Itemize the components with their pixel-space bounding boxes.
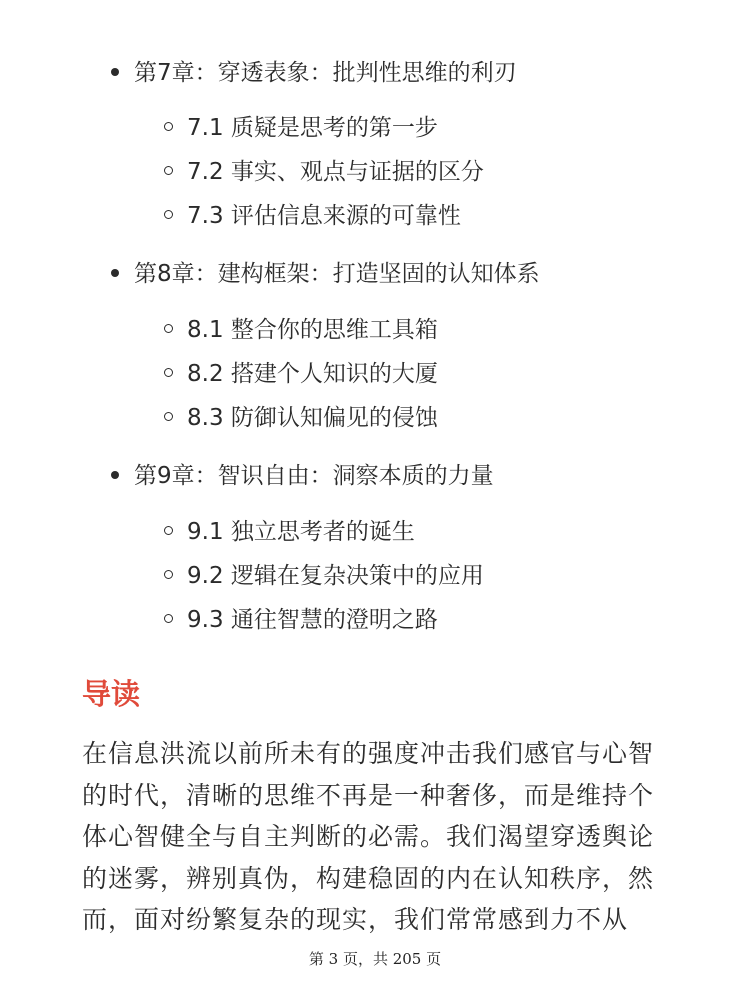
section-item — [164, 359, 438, 389]
section-title: 8.2 搭建个人知识的大厦 — [187, 361, 438, 387]
bullet-icon — [111, 471, 119, 479]
section-title: 7.1 质疑是思考的第一步 — [187, 115, 438, 141]
section-title: 8.1 整合你的思维工具箱 — [187, 317, 438, 343]
section-item — [164, 157, 484, 187]
circle-bullet-icon — [164, 166, 173, 175]
circle-bullet-icon — [164, 210, 173, 219]
chapter-item — [111, 58, 517, 88]
section-title: 9.2 逻辑在复杂决策中的应用 — [187, 563, 484, 589]
bullet-icon — [111, 269, 119, 277]
intro-line: 的时代，清晰的思维不再是一种奢侈，而是维持个 — [82, 780, 655, 810]
section-title: 7.3 评估信息来源的可靠性 — [187, 203, 461, 229]
section-item — [164, 561, 484, 591]
section-item — [164, 605, 438, 635]
section-title: 9.3 通往智慧的澄明之路 — [187, 607, 438, 633]
section-title: 9.1 独立思考者的诞生 — [187, 519, 415, 545]
intro-heading: 导读 — [82, 677, 141, 711]
circle-bullet-icon — [164, 412, 173, 421]
section-item — [164, 315, 438, 345]
intro-paragraph — [82, 733, 682, 941]
section-title: 8.3 防御认知偏见的侵蚀 — [187, 405, 438, 431]
chapter-title: 第9章：智识自由：洞察本质的力量 — [134, 463, 494, 489]
circle-bullet-icon — [164, 526, 173, 535]
section-title: 7.2 事实、观点与证据的区分 — [187, 159, 484, 185]
bullet-icon — [111, 68, 119, 76]
intro-line: 体心智健全与自主判断的必需。我们渴望穿透舆论 — [82, 822, 655, 851]
intro-line: 在信息洪流以前所未有的强度冲击我们感官与心智 — [82, 739, 655, 768]
circle-bullet-icon — [164, 122, 173, 131]
circle-bullet-icon — [164, 614, 173, 623]
circle-bullet-icon — [164, 368, 173, 377]
chapter-item — [111, 259, 540, 289]
section-item — [164, 113, 438, 143]
section-item — [164, 201, 461, 231]
intro-line: 而，面对纷繁复杂的现实，我们常常感到力不从 — [82, 905, 629, 934]
circle-bullet-icon — [164, 324, 173, 333]
section-item — [164, 403, 438, 433]
page-number-footer: 第 3 页，共 205 页 — [308, 950, 442, 968]
intro-line: 的迷雾，辨别真伪，构建稳固的内在认知秩序，然 — [82, 863, 655, 893]
chapter-item — [111, 461, 494, 491]
chapter-title: 第8章：建构框架：打造坚固的认知体系 — [134, 261, 540, 287]
chapter-title: 第7章：穿透表象：批判性思维的利刃 — [134, 60, 517, 86]
section-item — [164, 517, 415, 547]
circle-bullet-icon — [164, 570, 173, 579]
